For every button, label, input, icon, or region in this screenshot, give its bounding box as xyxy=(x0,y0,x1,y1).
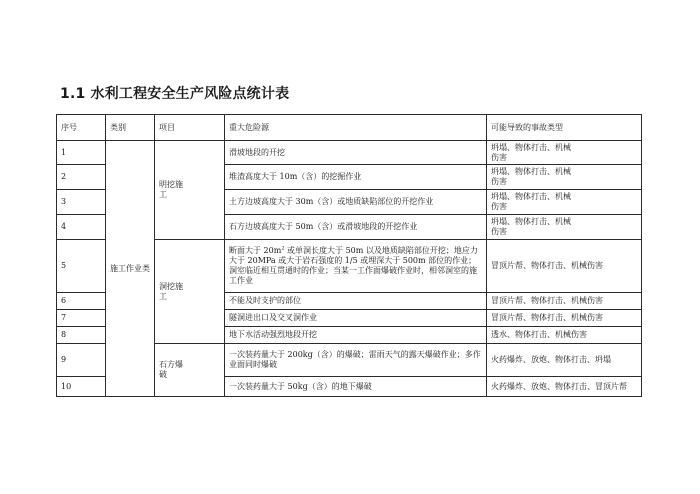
category-cell: 施工作业类 xyxy=(106,141,155,397)
row-no: 3 xyxy=(57,190,106,215)
table-row xyxy=(57,141,642,165)
header-hazard: 重大危险源 xyxy=(225,115,487,141)
accident-cell xyxy=(487,215,642,240)
hazard-cell: 土方边坡高度大于 30m（含）或地质缺陷部位的开挖作业 xyxy=(225,190,487,215)
superscript-2: 2 xyxy=(281,245,285,252)
accident-cell xyxy=(487,190,642,215)
hazard-cell: 不能及时支护的部位 xyxy=(225,293,487,310)
project-tunnel xyxy=(155,240,225,344)
row-no: 7 xyxy=(57,310,106,327)
hazard-text-part-a: 断面大于 20m xyxy=(229,246,282,255)
accident-cell: 火药爆炸、放炮、物体打击、冒顶片帮 xyxy=(487,377,642,397)
accident-cell: 冒顶片帮、物体打击、机械伤害 xyxy=(487,310,642,327)
hazard-text-part-b: 或单洞长度大于 50m 以及地质缺陷部位开挖；地应力大于 20MPa 或大于岩石强度的 1/5 或埋深大于 500m 部位的作业；洞室临近相互贯通时的作业；当某一工作面爆破作业时，相邻洞室的施工作业 xyxy=(229,246,478,285)
accident-cell: 火药爆炸、放炮、物体打击、坍塌 xyxy=(487,344,642,377)
row-no: 1 xyxy=(57,141,106,165)
hazard-cell: 滑坡地段的开挖 xyxy=(225,141,487,165)
row-no: 2 xyxy=(57,165,106,190)
header-no: 序号 xyxy=(57,115,106,141)
accident-text: 坍塌、物体打击、机械伤害 xyxy=(491,217,571,236)
accident-cell: 透水、物体打击、机械伤害 xyxy=(487,327,642,344)
project-quarry xyxy=(155,344,225,397)
project-label: 洞挖施工 xyxy=(159,281,183,301)
accident-cell xyxy=(487,141,642,165)
header-project: 项目 xyxy=(155,115,225,141)
row-no: 10 xyxy=(57,377,106,397)
hazard-cell: 堆渣高度大于 10m（含）的挖掘作业 xyxy=(225,165,487,190)
row-no: 5 xyxy=(57,240,106,293)
row-no: 8 xyxy=(57,327,106,344)
row-no: 4 xyxy=(57,215,106,240)
hazard-cell: 一次装药量大于 50kg（含）的地下爆破 xyxy=(225,377,487,397)
page-title: 1.1 水利工程安全生产风险点统计表 xyxy=(60,86,290,102)
row-no: 9 xyxy=(57,344,106,377)
accident-text: 坍塌、物体打击、机械伤害 xyxy=(491,142,571,162)
project-label: 石方爆破 xyxy=(159,360,183,379)
project-label: 明挖施工 xyxy=(159,180,183,199)
accident-text: 坍塌、物体打击、机械伤害 xyxy=(491,192,571,211)
hazard-cell: 地下水活动强烈地段开挖 xyxy=(225,327,487,344)
header-accident: 可能导致的事故类型 xyxy=(487,115,642,141)
accident-text: 坍塌、物体打击、机械伤害 xyxy=(491,167,571,186)
hazard-cell: 一次装药量大于 200kg（含）的爆破；雷雨天气的露天爆破作业；多作业面同时爆破 xyxy=(225,344,487,377)
accident-cell: 冒顶片帮、物体打击、机械伤害 xyxy=(487,293,642,310)
project-open-excavation xyxy=(155,141,225,240)
hazard-cell: 石方边坡高度大于 50m（含）或滑坡地段的开挖作业 xyxy=(225,215,487,240)
hazard-cell: 隧洞进出口及交叉洞作业 xyxy=(225,310,487,327)
risk-table xyxy=(56,114,642,397)
header-category: 类别 xyxy=(106,115,155,141)
accident-cell xyxy=(487,165,642,190)
accident-cell: 冒顶片帮、物体打击、机械伤害 xyxy=(487,240,642,293)
hazard-cell xyxy=(225,240,487,293)
row-no: 6 xyxy=(57,293,106,310)
table-header-row xyxy=(57,115,642,141)
